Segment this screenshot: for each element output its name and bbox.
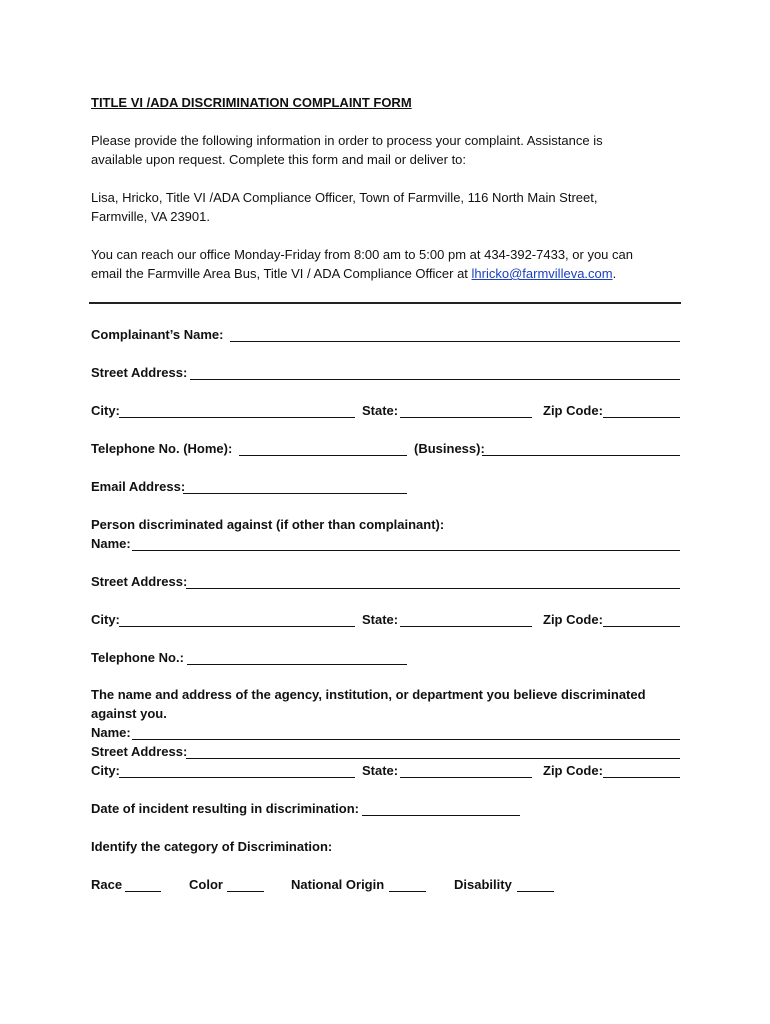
intro-line-1: Please provide the following information in order to process your complaint. Assistance is bbox=[91, 133, 603, 148]
race-field[interactable] bbox=[125, 877, 161, 892]
person-city-field[interactable] bbox=[119, 612, 355, 627]
person-state-field[interactable] bbox=[400, 612, 532, 627]
incident-date-label: Date of incident resulting in discrimination: bbox=[91, 801, 359, 816]
person-state-label: State: bbox=[362, 612, 399, 627]
contact-line-2 bbox=[91, 265, 616, 283]
agency-city-label: City: bbox=[91, 763, 120, 778]
contact-line-1: You can reach our office Monday-Friday from 8:00 am to 5:00 pm at 434-392-7433, or you can bbox=[91, 247, 633, 262]
form-title: TITLE VI /ADA DISCRIMINATION COMPLAINT FORM bbox=[91, 95, 412, 110]
person-name-field[interactable] bbox=[132, 536, 680, 551]
agency-heading-line-1: The name and address of the agency, institution, or department you believe discriminated bbox=[91, 687, 646, 702]
complainant-zip-field[interactable] bbox=[603, 403, 680, 418]
disability-label: Disability bbox=[454, 877, 512, 892]
agency-name-label: Name: bbox=[91, 725, 131, 740]
person-heading: Person discriminated against (if other than complainant): bbox=[91, 517, 445, 532]
complainant-email-label: Email Address: bbox=[91, 479, 186, 494]
color-field[interactable] bbox=[227, 877, 264, 892]
national-origin-label: National Origin bbox=[291, 877, 385, 892]
section-divider bbox=[89, 302, 681, 304]
complainant-zip-label: Zip Code: bbox=[543, 403, 603, 418]
complainant-street-label: Street Address: bbox=[91, 365, 188, 380]
person-street-field[interactable] bbox=[186, 574, 680, 589]
complainant-city-label: City: bbox=[91, 403, 120, 418]
national-origin-field[interactable] bbox=[389, 877, 426, 892]
agency-heading-line-2: against you. bbox=[91, 706, 167, 721]
person-zip-label: Zip Code: bbox=[543, 612, 603, 627]
email-link[interactable]: lhricko@farmvilleva.com bbox=[471, 266, 613, 281]
complainant-business-phone-label: (Business): bbox=[414, 441, 485, 456]
complainant-state-field[interactable] bbox=[400, 403, 532, 418]
person-phone-field[interactable] bbox=[187, 650, 407, 665]
agency-city-field[interactable] bbox=[119, 763, 355, 778]
mailing-address-line-2: Farmville, VA 23901. bbox=[91, 209, 210, 224]
agency-zip-label: Zip Code: bbox=[543, 763, 603, 778]
complainant-home-phone-label: Telephone No. (Home): bbox=[91, 441, 233, 456]
complainant-name-field[interactable] bbox=[230, 327, 680, 342]
agency-state-label: State: bbox=[362, 763, 399, 778]
complainant-email-field[interactable] bbox=[183, 479, 407, 494]
color-label: Color bbox=[189, 877, 223, 892]
agency-name-field[interactable] bbox=[132, 725, 680, 740]
incident-date-field[interactable] bbox=[362, 801, 520, 816]
category-heading: Identify the category of Discrimination: bbox=[91, 839, 333, 854]
person-street-label: Street Address: bbox=[91, 574, 188, 589]
complainant-business-phone-field[interactable] bbox=[482, 441, 680, 456]
complainant-street-field[interactable] bbox=[190, 365, 680, 380]
person-zip-field[interactable] bbox=[603, 612, 680, 627]
agency-state-field[interactable] bbox=[400, 763, 532, 778]
disability-field[interactable] bbox=[517, 877, 554, 892]
contact-line-2-text: email the Farmville Area Bus, Title VI / ADA Compliance Officer at bbox=[91, 266, 472, 281]
person-name-label: Name: bbox=[91, 536, 131, 551]
race-label: Race bbox=[91, 877, 123, 892]
person-phone-label: Telephone No.: bbox=[91, 650, 184, 665]
intro-line-2: available upon request. Complete this form and mail or deliver to: bbox=[91, 152, 467, 167]
agency-zip-field[interactable] bbox=[603, 763, 680, 778]
agency-street-label: Street Address: bbox=[91, 744, 188, 759]
complainant-state-label: State: bbox=[362, 403, 399, 418]
complainant-name-label: Complainant’s Name: bbox=[91, 327, 224, 342]
complainant-city-field[interactable] bbox=[119, 403, 355, 418]
agency-street-field[interactable] bbox=[186, 744, 680, 759]
complainant-home-phone-field[interactable] bbox=[239, 441, 407, 456]
person-city-label: City: bbox=[91, 612, 120, 627]
mailing-address-line-1: Lisa, Hricko, Title VI /ADA Compliance Officer, Town of Farmville, 116 North Main Street, bbox=[91, 190, 598, 205]
contact-line-2-period: . bbox=[612, 266, 617, 281]
